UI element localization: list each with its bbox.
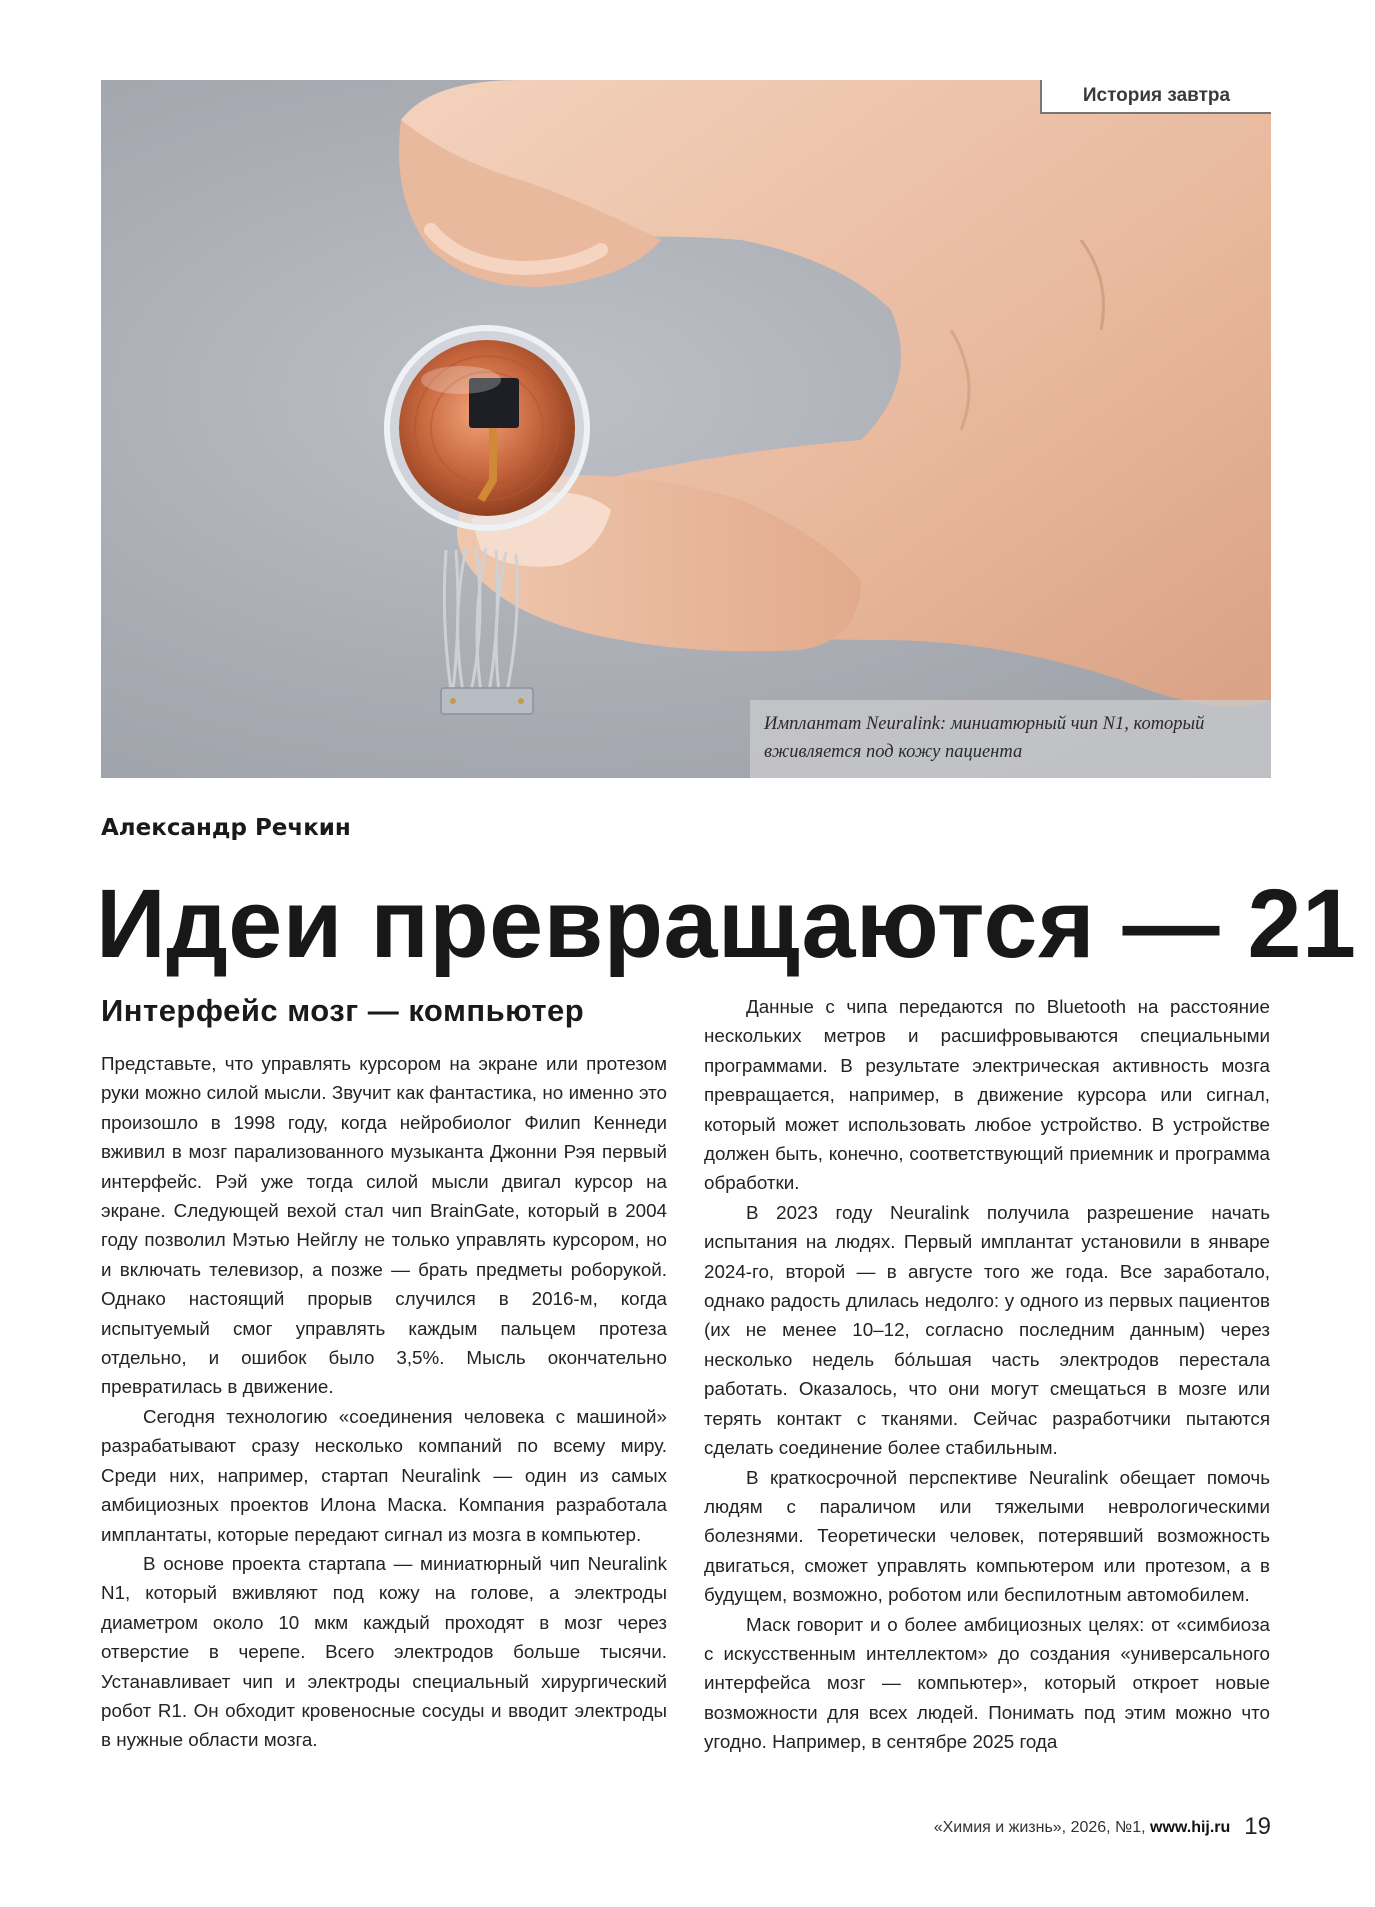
- article-author: Александр Речкин: [101, 815, 351, 841]
- photo-caption: Имплантат Neuralink: миниатюрный чип N1, который вживляется под кожу пациента: [750, 700, 1271, 778]
- journal-citation: «Химия и жизнь», 2026, №1,: [933, 1819, 1150, 1836]
- paragraph: Маск говорит и о более амбициозных целях: от «симбиоза с искусственным интеллектом» до создания «универсального интерфейса мозг — компьютер», который откроет новые возможности для всех людей. Понимать под этим можно что угодно. Например, в сентябре 2025 года: [704, 1613, 1270, 1753]
- paragraph: Представьте, что управлять курсором на экране или протезом руки можно силой мысли. Звучит как фантастика, но именно это произошло в 1998 году, когда нейробиолог Филип Кеннеди вживил в мозг парализованного музыканта Джонни Рэя первый интерфейс. Рэй уже тогда силой мысли двигал курсор на экране. Следующей вехой стал чип BrainGate, который в 2004 году позволил Мэтью Нейглу не только управлять курсором, но и включать телевизор, а позже — брать предметы роборукой. Однако настоящий прорыв случился в 2016-м, когда испытуемый смог управлять каждым пальцем протеза отдельно, и ошибок было 3,5%. Мысль окончательно превратилась в движение.: [101, 1053, 667, 1398]
- article-headline: Идеи превращаются — 21: [96, 869, 1357, 978]
- page-number: 19: [1244, 1813, 1271, 1840]
- left-text-column: [101, 1049, 667, 1755]
- journal-website-link[interactable]: www.hij.ru: [1150, 1819, 1231, 1836]
- photo-illustration: [101, 80, 1271, 778]
- paragraph: Сегодня технологию «соединения человека с машиной» разрабатывают сразу несколько компаний по всему миру. Среди них, например, стартап Neuralink — один из самых амбициозных проектов Илона Маска. Компания разработала имплантаты, которые передают сигнал из мозга в компьютер.: [101, 1405, 667, 1545]
- section-label: История завтра: [1040, 80, 1271, 114]
- section-subheading: Интерфейс мозг — компьютер: [101, 993, 585, 1028]
- paragraph: Данные с чипа передаются по Bluetooth на расстояние нескольких метров и расшифровываются специальными программами. В результате электрическая активность мозга превращается, например, в движение курсора или сигнал, который может использовать любое устройство. В устройстве должен быть, конечно, соответствующий приемник и программа обработки.: [704, 996, 1270, 1194]
- paragraph: В основе проекта стартапа — миниатюрный чип Neuralink N1, который вживляют под кожу на голове, а электроды диаметром около 10 мкм каждый проходят в мозг через отверстие в черепе. Всего электродов больше тысячи. Устанавливает чип и электроды специальный хирургический робот R1. Он обходит кровеносные сосуды и вводит электроды в нужные области мозга.: [101, 1552, 667, 1751]
- right-text-column: [704, 992, 1270, 1757]
- page-footer: [900, 1813, 1271, 1841]
- paragraph: В краткосрочной перспективе Neuralink обещает помочь людям с параличом или тяжелыми неврологическими болезнями. Теоретически человек, потерявший возможность двигаться, сможет управлять компьютером или протезом, а в будущем, возможно, роботом или беспилотным автомобилем.: [704, 1466, 1270, 1606]
- neuralink-implant-photo: [101, 80, 1271, 778]
- paragraph: В 2023 году Neuralink получила разрешение начать испытания на людях. Первый имплантат установили в январе 2024-го, второй — в августе того же года. Все заработало, однако радость длилась недолго: у одного из первых пациентов (их не менее 10–12, согласно последним данным) через несколько недель бо́льшая часть электродов перестала работать. Оказалось, что они могут смещаться в мозге или терять контакт с тканями. Сейчас разработчики пытаются сделать соединение более стабильным.: [704, 1201, 1270, 1459]
